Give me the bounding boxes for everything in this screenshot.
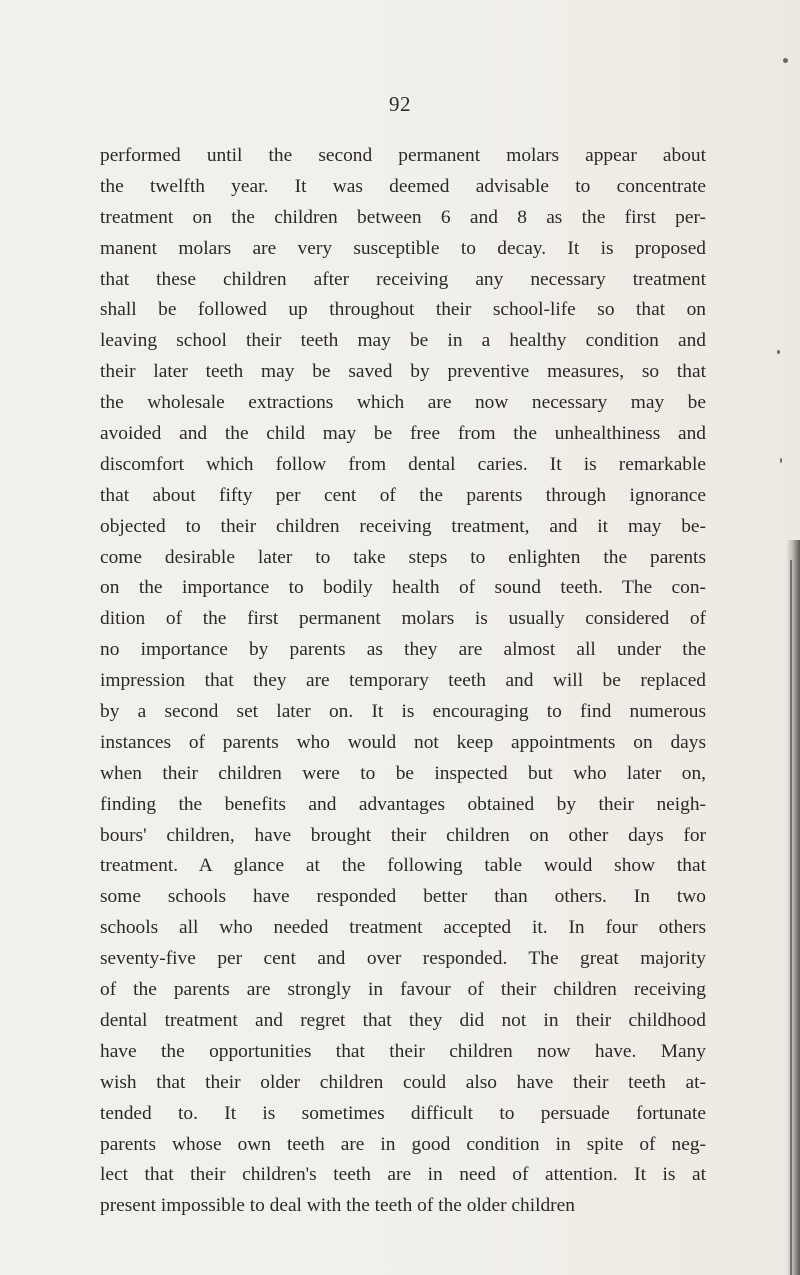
text-line: instances of parents who would not keep appointments on days xyxy=(100,731,706,753)
text-line: performed until the second permanent molars appear about xyxy=(100,145,706,166)
text-line: schools all who needed treatment accepted it. In four others xyxy=(100,917,706,939)
text-line: when their children were to be inspected but who later on, xyxy=(100,762,706,784)
scan-speck xyxy=(780,458,782,463)
text-line: some schools have responded better than others. In two xyxy=(100,886,706,908)
text-line: of the parents are strongly in favour of their children receiving xyxy=(100,979,706,1001)
scan-speck xyxy=(783,58,788,63)
text-line: leaving school their teeth may be in a healthy condition and xyxy=(100,330,706,352)
text-line: wish that their older children could also have their teeth at- xyxy=(100,1071,706,1093)
text-line: have the opportunities that their children now have. Many xyxy=(100,1040,706,1062)
text-line: seventy-five per cent and over responded. The great majority xyxy=(100,948,706,970)
text-line: treatment on the children between 6 and 8 as the first per- xyxy=(100,206,706,228)
text-line: present impossible to deal with the teeth of the older children xyxy=(100,1195,575,1217)
scan-edge-shadow xyxy=(786,540,800,1275)
text-line: the wholesale extractions which are now necessary may be xyxy=(100,392,706,414)
text-line: objected to their children receiving treatment, and it may be- xyxy=(100,515,706,537)
scan-edge-line xyxy=(790,560,792,1275)
text-line: on the importance to bodily health of sound teeth. The con- xyxy=(100,577,706,599)
text-line: manent molars are very susceptible to decay. It is proposed xyxy=(100,237,706,259)
text-line: no importance by parents as they are almost all under the xyxy=(100,639,706,661)
text-line: their later teeth may be saved by preventive measures, so that xyxy=(100,361,706,383)
scan-speck xyxy=(777,350,780,354)
text-line: treatment. A glance at the following table would show that xyxy=(100,855,706,877)
text-line: the twelfth year. It was deemed advisable to concentrate xyxy=(100,175,706,197)
text-line: avoided and the child may be free from the unhealthiness and xyxy=(100,423,706,445)
text-line: shall be followed up throughout their school-life so that on xyxy=(100,299,706,321)
text-line: come desirable later to take steps to enlighten the parents xyxy=(100,546,706,568)
text-line: dental treatment and regret that they did not in their childhood xyxy=(100,1009,706,1031)
text-line: discomfort which follow from dental caries. It is remarkable xyxy=(100,453,706,475)
text-line: tended to. It is sometimes difficult to persuade fortunate xyxy=(100,1102,706,1124)
text-line: lect that their children's teeth are in need of attention. It is at xyxy=(100,1164,706,1186)
text-line: dition of the first permanent molars is usually considered of xyxy=(100,608,706,630)
text-line: by a second set later on. It is encouraging to find numerous xyxy=(100,701,706,723)
text-line: impression that they are temporary teeth and will be replaced xyxy=(100,670,706,692)
page-number: 92 xyxy=(389,92,411,116)
text-line: that about fifty per cent of the parents through ignorance xyxy=(100,484,706,506)
text-line: that these children after receiving any necessary treatment xyxy=(100,268,706,290)
body-text xyxy=(100,141,706,1222)
text-line: parents whose own teeth are in good condition in spite of neg- xyxy=(100,1133,706,1155)
text-line: finding the benefits and advantages obtained by their neigh- xyxy=(100,793,706,815)
text-line: bours' children, have brought their children on other days for xyxy=(100,824,706,846)
